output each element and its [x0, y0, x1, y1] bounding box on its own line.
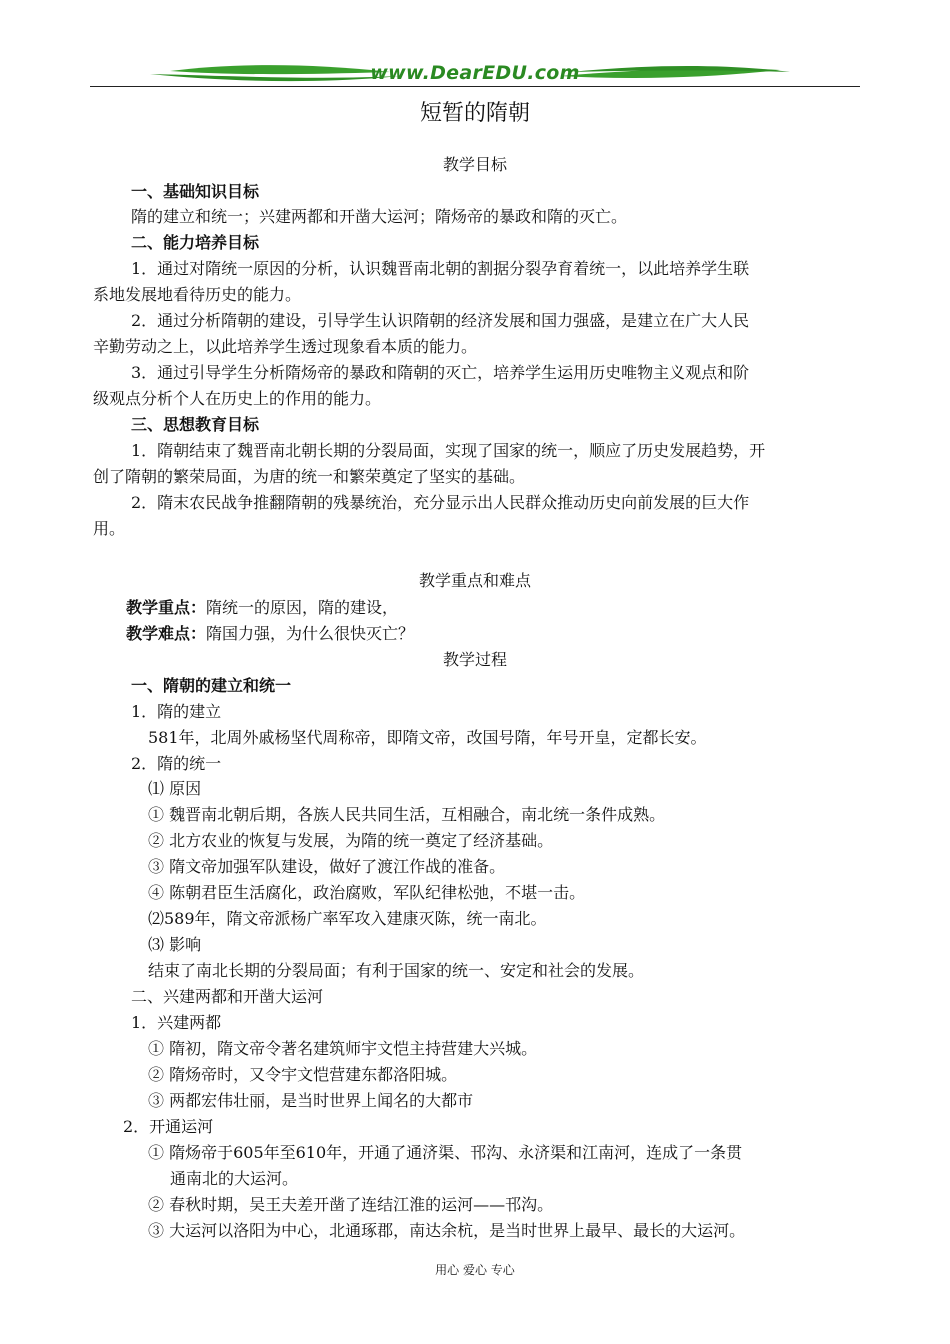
list-item: ② 春秋时期，吴王夫差开凿了连结江淮的运河——邗沟。 — [148, 1195, 554, 1214]
subheading-knowledge: 一、基础知识目标 — [131, 182, 260, 201]
section-heading-key-points: 教学重点和难点 — [418, 571, 531, 590]
list-item: 通南北的大运河。 — [170, 1169, 299, 1188]
list-item: 2．隋的统一 — [131, 754, 222, 773]
list-item: 581年，北周外戚杨坚代周称帝，即隋文帝，改国号隋，年号开皇，定都长安。 — [148, 728, 707, 747]
subheading-capitals-canal: 二、兴建两都和开凿大运河 — [131, 987, 324, 1006]
subheading-ability: 二、能力培养目标 — [131, 233, 260, 252]
list-item: 1．隋的建立 — [131, 702, 222, 721]
key-point-label: 教学重点： — [126, 598, 207, 617]
list-item: ① 隋初，隋文帝令著名建筑师宇文恺主持营建大兴城。 — [148, 1039, 538, 1058]
key-point-line — [126, 596, 398, 620]
page-title: 短暂的隋朝 — [419, 101, 530, 126]
list-item: ③ 隋文帝加强军队建设，做好了渡江作战的准备。 — [148, 857, 506, 876]
list-item: ⑴ 原因 — [148, 779, 202, 798]
subheading-establishment: 一、隋朝的建立和统一 — [131, 676, 292, 695]
difficulty-line — [126, 622, 414, 646]
paragraph: 创了隋朝的繁荣局面，为唐的统一和繁荣奠定了坚实的基础。 — [93, 467, 526, 486]
header-rule — [90, 86, 860, 87]
list-item: ① 隋炀帝于605年至610年，开通了通济渠、邗沟、永济渠和江南河，连成了一条贯 — [148, 1143, 743, 1162]
list-item: ④ 陈朝君臣生活腐化，政治腐败，军队纪律松弛，不堪一击。 — [148, 883, 586, 902]
paragraph: 隋的建立和统一；兴建两都和开凿大运河；隋炀帝的暴政和隋的灭亡。 — [131, 207, 628, 226]
page-footer: 用心 爱心 专心 — [435, 1263, 515, 1277]
difficulty-text: 隋国力强，为什么很快灭亡？ — [206, 624, 415, 643]
paragraph: 用。 — [93, 519, 126, 538]
paragraph: 级观点分析个人在历史上的作用的能力。 — [93, 389, 382, 408]
site-url[interactable]: www.DearEDU.com — [370, 62, 580, 84]
section-heading-objectives: 教学目标 — [442, 155, 507, 174]
paragraph: 2．隋末农民战争推翻隋朝的残暴统治，充分显示出人民群众推动历史向前发展的巨大作 — [131, 493, 750, 512]
section-heading-process: 教学过程 — [442, 650, 507, 669]
key-point-text: 隋统一的原因，隋的建设， — [206, 598, 399, 617]
list-item: ② 隋炀帝时，又令宇文恺营建东都洛阳城。 — [148, 1065, 458, 1084]
list-item: ③ 两都宏伟壮丽，是当时世界上闻名的大都市 — [148, 1091, 474, 1110]
list-item: 1．兴建两都 — [131, 1013, 222, 1032]
paragraph: 辛勤劳动之上，以此培养学生透过现象看本质的能力。 — [93, 337, 478, 356]
list-item: ⑵589年，隋文帝派杨广率军攻入建康灭陈，统一南北。 — [148, 909, 547, 928]
subheading-ideology: 三、思想教育目标 — [131, 415, 260, 434]
list-item: ② 北方农业的恢复与发展，为隋的统一奠定了经济基础。 — [148, 831, 554, 850]
list-item: 结束了南北长期的分裂局面；有利于国家的统一、安定和社会的发展。 — [148, 961, 645, 980]
list-item: ① 魏晋南北朝后期，各族人民共同生活，互相融合，南北统一条件成熟。 — [148, 805, 666, 824]
difficulty-label: 教学难点： — [126, 624, 207, 643]
list-item: 2．开通运河 — [123, 1117, 214, 1136]
paragraph: 2．通过分析隋朝的建设，引导学生认识隋朝的经济发展和国力强盛，是建立在广大人民 — [131, 311, 750, 330]
list-item: ⑶ 影响 — [148, 935, 202, 954]
paragraph: 3．通过引导学生分析隋炀帝的暴政和隋朝的灭亡，培养学生运用历史唯物主义观点和阶 — [131, 363, 750, 382]
paragraph: 1．隋朝结束了魏晋南北朝长期的分裂局面，实现了国家的统一，顺应了历史发展趋势，开 — [131, 441, 766, 460]
paragraph: 系地发展地看待历史的能力。 — [93, 285, 302, 304]
paragraph: 1．通过对隋统一原因的分析，认识魏晋南北朝的割据分裂孕育着统一，以此培养学生联 — [131, 259, 750, 278]
list-item: ③ 大运河以洛阳为中心，北通琢郡，南达余杭，是当时世界上最早、最长的大运河。 — [148, 1221, 746, 1240]
